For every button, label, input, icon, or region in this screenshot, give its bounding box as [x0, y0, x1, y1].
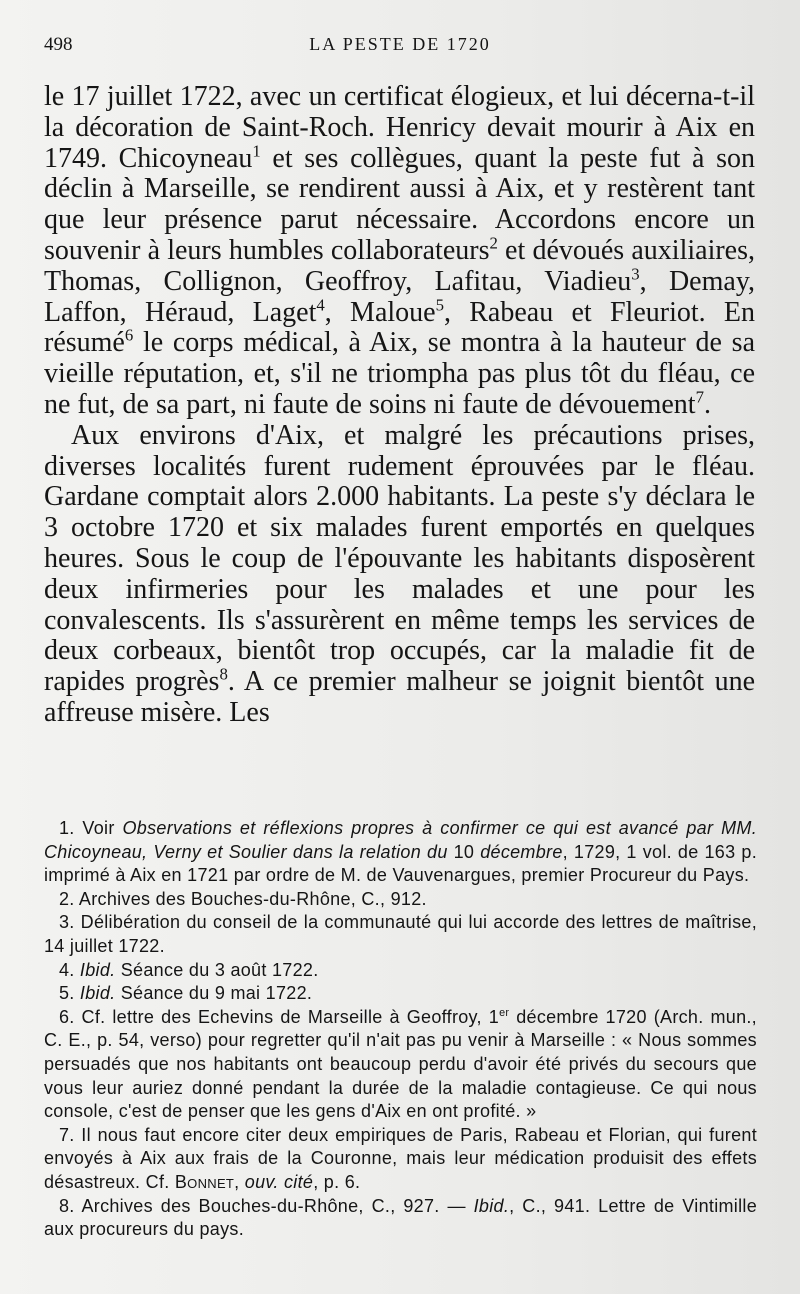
- footnote-8: 8. Archives des Bouches-du-Rhône, C., 927. — Ibid., C., 941. Lettre de Vintimille aux procureurs du pays.: [44, 1195, 758, 1240]
- footnotes: [44, 817, 757, 1242]
- footnote-ref-8: 8: [219, 664, 228, 684]
- footnote-7: 7. Il nous faut encore citer deux empiriques de Paris, Rabeau et Florian, qui furent envoyés à Aix aux frais de la Couronne, mais leur médication produisit des effets désastreux. Cf. Bonnet, ouv. cité, p. 6.: [44, 1124, 757, 1192]
- page-number: 498: [44, 34, 73, 55]
- page-header: [44, 34, 756, 62]
- running-title: LA PESTE DE 1720: [309, 34, 491, 54]
- footnote-ref-3: 3: [631, 264, 640, 284]
- footnote-6: 6. Cf. lettre des Echevins de Marseille à Geoffroy, 1er décembre 1720 (Arch. mun., C. E., p. 54, verso) pour regretter qu'il n'ait pas pu venir à Marseille : « Nous sommes persuadés que nos habitants ont beaucoup perdu d'avoir été privés du secours que vous leur auriez donné pendant la durée de la maladie contagieuse. Ce qui nous console, c'est de penser que les gens d'Aix en ont profité. »: [44, 1006, 757, 1122]
- footnote-ref-4: 4: [316, 295, 325, 315]
- main-text: [44, 82, 755, 729]
- footnote-5: 5. Ibid. Séance du 9 mai 1722.: [59, 983, 313, 1004]
- footnote-ref-7: 7: [695, 387, 704, 407]
- footnote-ref-5: 5: [435, 295, 444, 315]
- paragraph-1: le 17 juillet 1722, avec un certificat élogieux, et lui décerna-t-il la décoration de Saint-Roch. Henricy devait mourir à Aix en 1749. Chicoyneau$^1$ et ses collègues, quant la peste fut à son déclin à Marseille, se rendirent aussi à Aix, et y restèrent tant que leur présence parut nécessaire. Accordons encore un souvenir à leurs humbles collaborateurs$^2$ et dévoués auxiliaires, Thomas, Collignon, Geoffroy, Lafitau, Viadieu$^3$, Demay, Laffon, Héraud, Laget$^4$, Maloue$^5$, Rabeau et Fleuriot. En résumé$^6$ le corps médical, à Aix, se montra à la hauteur de sa vieille réputation, et, s'il ne triompha pas plus tôt du fléau, ce ne fut, de sa part, ni faute de soins ni faute de dévouement$^7$.: [44, 81, 756, 420]
- footnote-3: 3. Délibération du conseil de la communauté qui lui accorde des lettres de maîtrise, 14 juillet 1722.: [44, 912, 757, 956]
- footnote-4: 4. Ibid. Séance du 3 août 1722.: [59, 959, 319, 980]
- footnote-ref-6: 6: [124, 326, 134, 346]
- footnote-ref-1: 1: [252, 141, 261, 161]
- footnote-1: 1. Voir Observations et réflexions propres à confirmer ce qui est avancé par MM. Chicoyneau, Verny et Soulier dans la relation du 10 décembre, 1729, 1 vol. de 163 p. imprimé à Aix en 1721 par ordre de M. de Vauvenargues, premier Procureur du Pays.: [44, 818, 757, 886]
- paragraph-2: Aux environs d'Aix, et malgré les précautions prises, diverses localités furent rudement éprouvées par le fléau. Gardane comptait alors 2.000 habitants. La peste s'y déclara le 3 octobre 1720 et six malades furent emportés en quelques heures. Sous le coup de l'épouvante les habitants disposèrent deux infirmeries pour les malades et une pour les convalescents. Ils s'assurèrent en même temps les services de deux corbeaux, bientôt trop occupés, car la maladie fit de rapides progrès$^8$. A ce premier malheur se joignit bientôt une affreuse misère. Les: [44, 419, 756, 728]
- footnote-2: 2. Archives des Bouches-du-Rhône, C., 912.: [59, 888, 427, 909]
- footnote-ref-2: 2: [489, 233, 498, 253]
